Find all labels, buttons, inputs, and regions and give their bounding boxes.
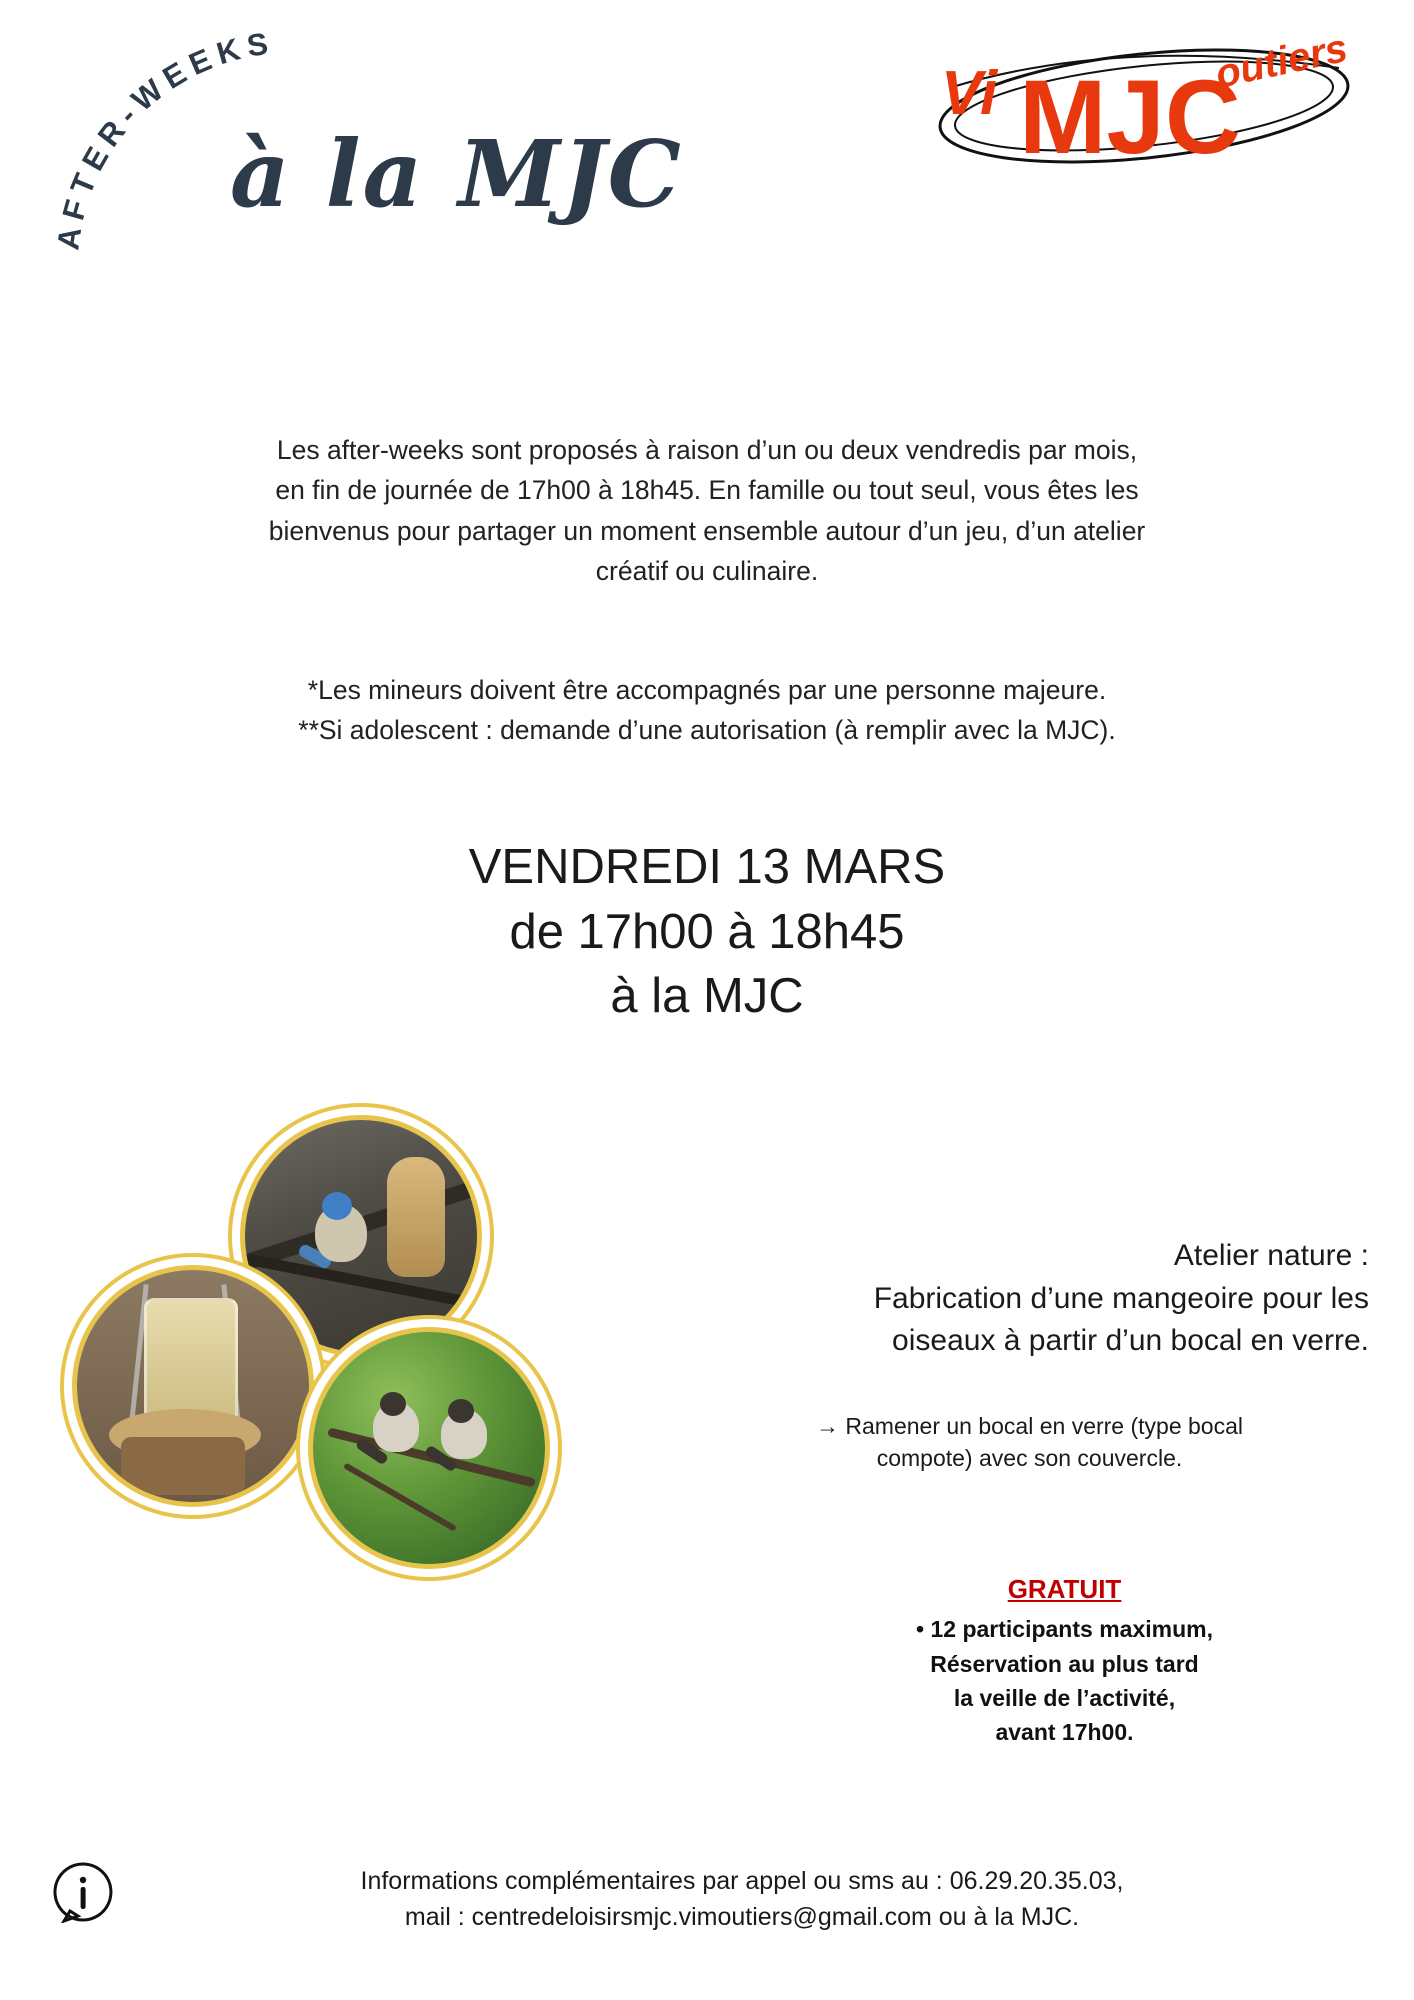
note-minors: *Les mineurs doivent être accompagnés par une personne majeure. (307, 675, 1107, 705)
svg-text:outiers: outiers (1211, 28, 1352, 97)
jar-feeder-image (77, 1270, 309, 1502)
intro-paragraph (50, 430, 1364, 591)
contact-mail-line: mail : centredeloisirsmjc.vimoutiers@gmail.com ou à la MJC. (404, 1903, 1080, 1932)
intro-line-4: créatif ou culinaire. (595, 555, 819, 586)
bird-b-head-shape (448, 1399, 474, 1423)
wood-base-shape (121, 1437, 245, 1495)
participants-limit: • 12 participants maximum, (916, 1616, 1213, 1643)
poster-footer (0, 1855, 1414, 1965)
intro-line-3: bienvenus pour partager un moment ensemble autour d’un jeu, d’un atelier (268, 515, 1146, 546)
glass-jar-shape (144, 1298, 238, 1424)
mjc-vimoutiers-logo (919, 28, 1369, 188)
workshop-line-1: Fabrication d’une mangeoire pour les (873, 1281, 1369, 1315)
info-icon (52, 1861, 114, 1923)
poster-title-script: à la MJC (230, 120, 683, 228)
event-details (0, 835, 1414, 1029)
workshop-description (590, 1235, 1369, 1363)
contact-phone-line: Informations complémentaires par appel ou sms au : 06.29.20.35.03, (360, 1867, 1124, 1895)
poster-header (0, 0, 1414, 300)
bring-instructions (690, 1410, 1369, 1474)
two-birds-image (313, 1332, 545, 1564)
notes-paragraph (50, 670, 1364, 751)
intro-line-2: en fin de journée de 17h00 à 18h45. En famille ou tout seul, vous êtes les (275, 475, 1139, 506)
reservation-line-2: la veille de l’activité, (953, 1684, 1176, 1711)
event-time: de 17h00 à 18h45 (509, 904, 905, 959)
svg-text:MJC: MJC (1019, 59, 1241, 176)
two-birds-branch-photo (313, 1332, 545, 1564)
reservation-deadline: avant 17h00. (995, 1718, 1134, 1745)
contact-info (130, 1863, 1354, 1936)
seed-feeder-shape (387, 1157, 445, 1277)
note-teens: **Si adolescent : demande d’une autorisation (à remplir avec la MJC). (298, 715, 1116, 746)
bird-head-shape (322, 1192, 352, 1220)
svg-text:Vi: Vi (941, 59, 998, 128)
event-date: VENDREDI 13 MARS (468, 840, 946, 894)
bring-line-1: → Ramener un bocal en verre (type bocal (816, 1413, 1243, 1439)
free-badge: GRATUIT (1007, 1574, 1122, 1604)
jar-feeder-photo (77, 1270, 309, 1502)
registration-info (760, 1570, 1369, 1749)
reservation-line-1: Réservation au plus tard (930, 1650, 1199, 1677)
workshop-title: Atelier nature : (1173, 1239, 1369, 1272)
bring-line-2: compote) avec son couvercle. (876, 1445, 1183, 1472)
photo-cluster (55, 1120, 675, 1660)
twig-shape-secondary (343, 1463, 456, 1532)
arc-title-text: AFTER-WEEKS (50, 24, 278, 252)
event-place: à la MJC (610, 969, 804, 1024)
intro-line-1: Les after-weeks sont proposés à raison d’un ou deux vendredis par mois, (276, 435, 1138, 465)
workshop-line-2: oiseaux à partir d’un bocal en verre. (892, 1324, 1369, 1358)
